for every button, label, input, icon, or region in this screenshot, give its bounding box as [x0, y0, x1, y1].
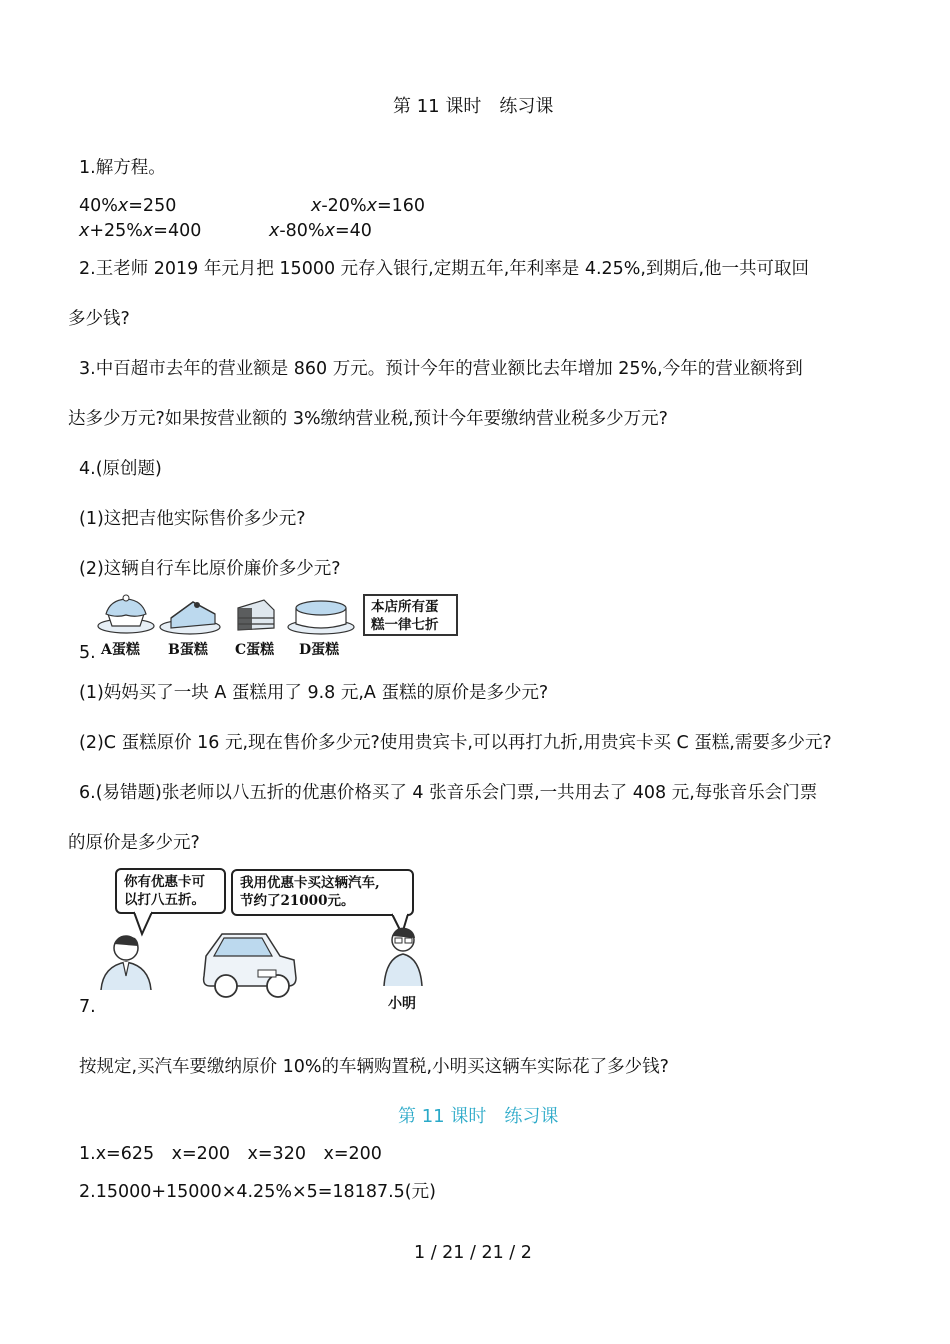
bubble-right-line-2: 节约了21000元。: [240, 893, 355, 909]
q1-equation-4: x-80%x=40: [269, 221, 372, 241]
q2-line-2: 多少钱?: [68, 309, 130, 329]
salesman-speech-bubble: [115, 868, 226, 914]
answer-2: 2.15000+15000×4.25%×5=18187.5(元): [79, 1182, 436, 1202]
car-illustration: [196, 926, 300, 1000]
q7-question: 按规定,买汽车要缴纳原价 10%的车辆购置税,小明买这辆车实际花了多少钱?: [79, 1057, 669, 1077]
cake-c-illustration: [234, 596, 278, 636]
cake-d-illustration: [286, 594, 356, 636]
q5-label: 5.: [79, 643, 96, 663]
q4-label: 4.(原创题): [79, 459, 162, 479]
q1-equation-2: x-20%x=160: [311, 196, 426, 216]
salesman-illustration: [95, 932, 157, 992]
q2-line-1: 2.王老师 2019 年元月把 15000 元存入银行,定期五年,年利率是 4.25%,到期后,他一共可取回: [79, 259, 810, 279]
q4-part-1: (1)这把吉他实际售价多少元?: [79, 509, 306, 529]
bubble-right-line-1: 我用优惠卡买这辆汽车,: [240, 875, 380, 891]
cake-b-illustration: [157, 594, 223, 636]
q1-label: 1.解方程。: [79, 158, 166, 178]
xiaoming-illustration: [376, 924, 432, 988]
cake-d-caption: D蛋糕: [299, 642, 340, 658]
q4-part-2: (2)这辆自行车比原价廉价多少元?: [79, 559, 341, 579]
discount-notice-sign: [363, 594, 458, 636]
q6-line-2: 的原价是多少元?: [68, 833, 200, 853]
q1-equation-1: 40%x=250: [79, 196, 177, 216]
q6-line-1: 6.(易错题)张老师以八五折的优惠价格买了 4 张音乐会门票,一共用去了 408 元,每张音乐会门票: [79, 783, 818, 803]
notice-line-2: 糕一律七折: [371, 617, 439, 633]
q7-label: 7.: [79, 997, 96, 1017]
cake-a-illustration: [96, 594, 158, 636]
q1-equation-3: x+25%x=400: [79, 221, 202, 241]
q3-line-1: 3.中百超市去年的营业额是 860 万元。预计今年的营业额比去年增加 25%,今年的营业额将到: [79, 359, 803, 379]
bubble-left-line-1: 你有优惠卡可: [124, 874, 205, 890]
xiaoming-speech-bubble: [231, 869, 414, 916]
answer-1: 1.x=625 x=200 x=320 x=200: [79, 1144, 382, 1164]
page-footer: 1 / 21 / 21 / 2: [414, 1243, 532, 1263]
answers-title: 第 11 课时 练习课: [398, 1106, 559, 1127]
q5-part-2: (2)C 蛋糕原价 16 元,现在售价多少元?使用贵宾卡,可以再打九折,用贵宾卡买 C 蛋糕,需要多少元?: [79, 733, 832, 753]
bubble-left-line-2: 以打八五折。: [124, 892, 205, 908]
notice-line-1: 本店所有蛋: [371, 599, 439, 615]
q3-line-2: 达多少万元?如果按营业额的 3%缴纳营业税,预计今年要缴纳营业税多少万元?: [68, 409, 668, 429]
q5-part-1: (1)妈妈买了一块 A 蛋糕用了 9.8 元,A 蛋糕的原价是多少元?: [79, 683, 549, 703]
cake-c-caption: C蛋糕: [235, 642, 275, 658]
page-title: 第 11 课时 练习课: [393, 96, 554, 117]
cake-b-caption: B蛋糕: [168, 642, 208, 658]
cake-a-caption: A蛋糕: [101, 642, 140, 658]
xiaoming-name-label: 小明: [388, 996, 416, 1012]
